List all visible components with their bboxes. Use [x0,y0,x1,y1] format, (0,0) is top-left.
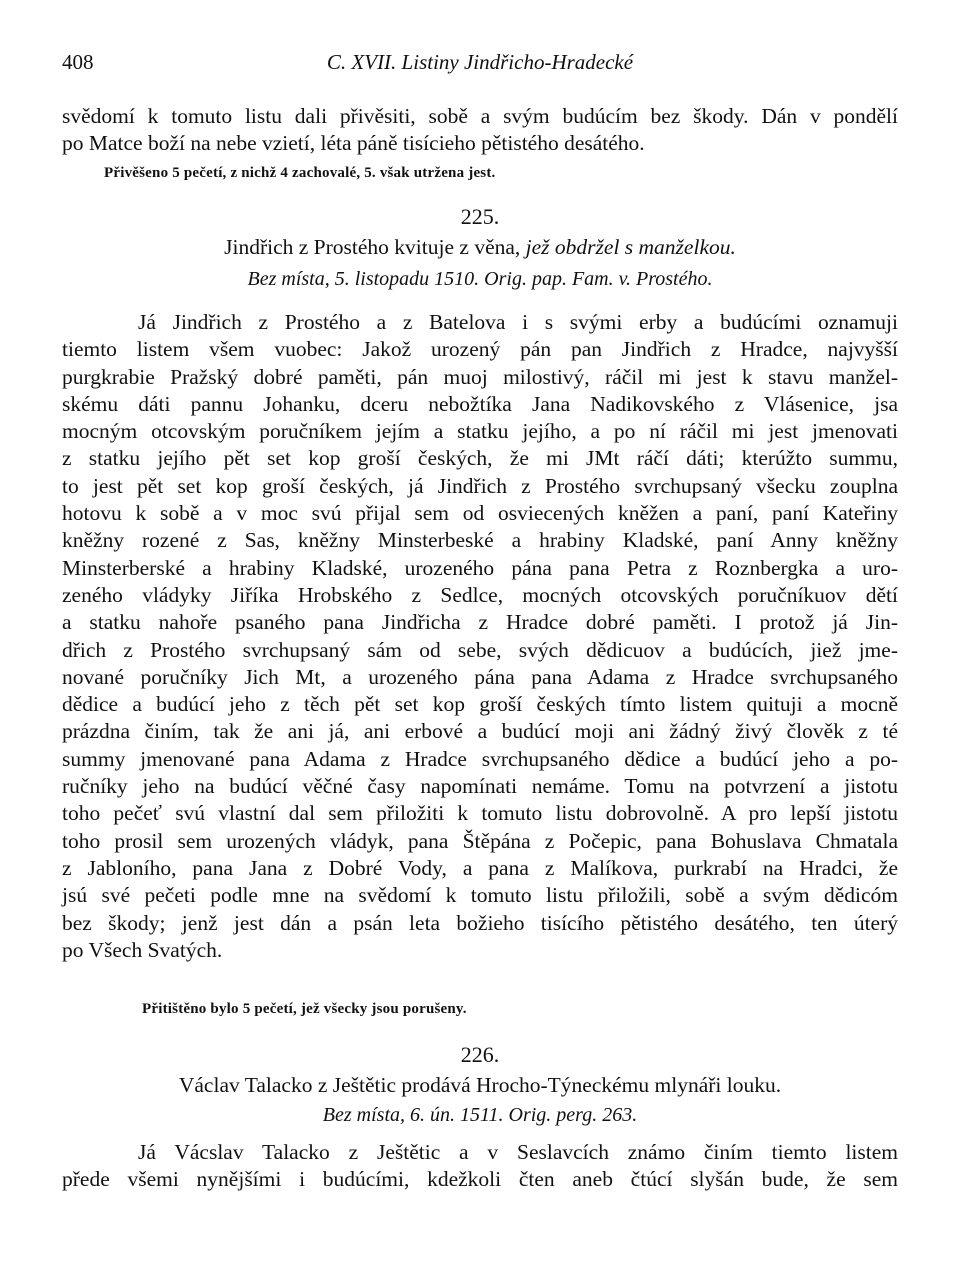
text-line: z statku jejího pět set kop groší českých, že mi JMt ráčí dáti; kterúžto summu, [62,446,898,471]
text-line: přede všemi nynějšími i budúcími, kdežkoli čten aneb čtúcí slyšán bude, že sem [62,1167,898,1192]
text-line: toho prosil sem urozených vládyk, pana Štěpána z Počepic, pana Bohuslava Chmatala [62,828,898,853]
seal-note: Přitištěno bylo 5 pečetí, jež všecky jsou porušeny. [142,1001,467,1017]
text-line: Já Vácslav Talacko z Ještětic a v Seslavcích známo činím tiemto listem [138,1140,898,1164]
document-title: Václav Talacko z Ještětic prodává Hrocho-Týneckému mlynáři louku. [178,1073,782,1097]
text-line: dřich z Prostého svrchupsaný sám od sebe, svých dědicuov a budúcích, jiež jme- [62,637,898,662]
page-header [62,50,898,76]
text-line: kněžny rozené z Sas, kněžny Minsterbeské a hrabiny Kladské, paní Anny kněžny [62,528,898,553]
text-line: summy jmenované pana Adama z Hradce svrchupsaného dědice a budúcí jeho a po- [62,746,898,771]
text-line: Já Jindřich z Prostého a z Batelova i s svými erby a budúcími oznamuji [138,310,898,334]
text-line: zeného vládyky Jiříka Hrobského z Sedlce, mocných otcovských poručníkuov dětí [62,582,898,607]
document-title-italic: jež obdržel s manželkou. [525,235,736,259]
previous-document-text [62,103,898,157]
text-line: bez škody; jenž jest dán a psán leta božieho tisícího pětistého desátého, ten úterý [62,910,898,935]
document-body [62,309,898,964]
text-line: po Všech Svatých. [62,937,223,962]
text-line: nované poručníky Jich Mt, a urozeného pána pana Adama z Hradce svrchupsaného [62,664,898,689]
text-line: ručníky jeho na budúcí věčné časy napomínati nemáme. Tomu na potvrzení a jistotu [62,774,898,799]
text-line: dědice a budúcí jeho z těch pět set kop groší českých tímto listem quituji a mocně [62,692,898,717]
running-head: C. XVII. Listiny Jindřicho-Hradecké [326,50,634,74]
document-source: Bez místa, 6. ún. 1511. Orig. perg. 263. [322,1104,638,1126]
text-line: toho pečeť svú vlastní dal sem přiložiti k tomuto listu dobrovolně. A pro lepší jistotu [62,801,898,826]
text-line: jsú své pečeti podle mne na svědomí k tomuto listu přiložili, sobě a svým dědicóm [62,883,898,908]
text-line: a statku nahoře psaného pana Jindřicha z Hradce dobré paměti. I protož já Jin- [62,610,898,635]
seal-note: Přivěšeno 5 pečetí, z nichž 4 zachovalé, 5. však utržena jest. [104,165,496,181]
text-line: po Matce boží na nebe vzietí, léta páně tisícieho pětistého desátého. [62,131,645,155]
document-number: 226. [460,1042,500,1067]
document-source: Bez místa, 5. listopadu 1510. Orig. pap. Fam. v. Prostého. [247,268,713,290]
document-number: 225. [460,204,500,229]
text-line: Minsterberské a hrabiny Kladské, urozeného pána pana Petra z Roznbergka a uro- [62,555,898,580]
text-line: mocným otcovským poručníkem jejím a statku jejího, a po ní ráčil mi jest jmenovati [62,419,898,444]
text-line: tiemto listem všem vuobec: Jakož urozený pán pan Jindřich z Hradce, najvyšší [62,337,898,362]
document-title-plain: Jindřich z Prostého kvituje z věna, [224,235,526,259]
document-body [62,1139,898,1194]
text-line: prázdna činím, tak že ani já, ani erbové a budúcí moji ani žádný živý člověk z té [62,719,898,744]
text-line: skému dáti pannu Johanku, dceru nebožtíka Jana Nadikovského z Vlásenice, jsa [62,391,898,416]
text-line: purgkrabie Pražský dobré paměti, pán muoj milostivý, ráčil mi jest k stavu manžel- [62,364,898,389]
text-line: z Jabloního, pana Jana z Dobré Vody, a pana z Malíkova, purkrabí na Hradci, že [62,855,898,880]
page-number: 408 [62,50,94,74]
text-line: to jest pět set kop groší českých, já Jindřich z Prostého svrchupsaný všecku zouplna [62,473,898,498]
text-line: hotovu k sobě a v moc svú přijal sem od osviecených kněžen a paní, paní Kateřiny [62,501,898,526]
document-title [62,235,898,260]
text-line: svědomí k tomuto listu dali přivěsiti, sobě a svým budúcím bez škody. Dán v pondělí [62,104,898,128]
